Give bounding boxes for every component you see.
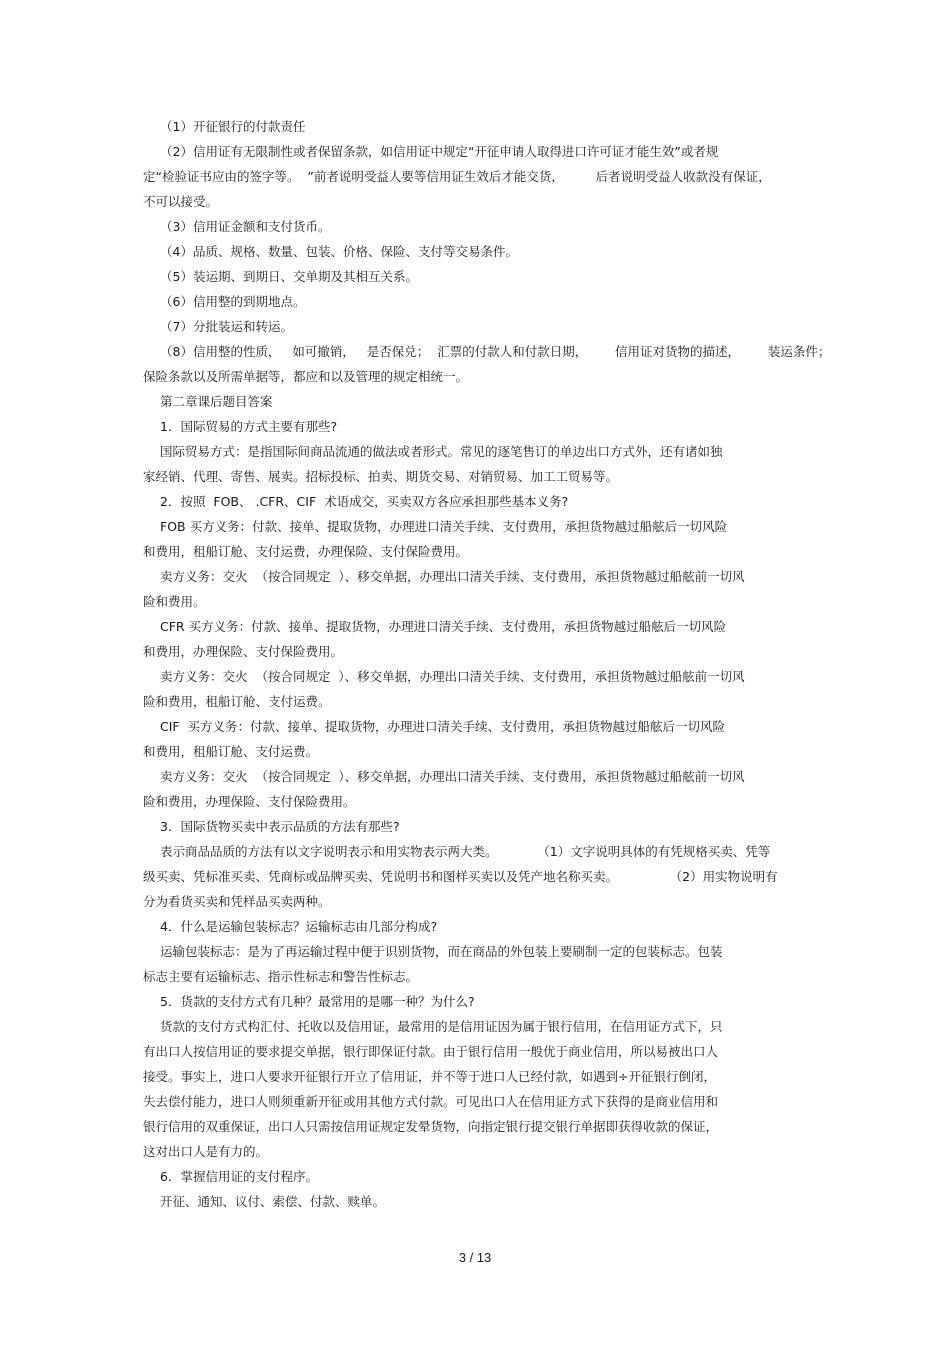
text-line: （1）开征银行的付款责任	[160, 119, 306, 134]
text-line: （8）信用整的性质， 如可撤销， 是否保兑； 汇票的付款人和付款日期， 信用证对货物的描述， 装运条件；	[160, 344, 831, 359]
text-line: 家经销、代理、寄售、展卖。招标投标、拍卖、期货交易、对销贸易、加工工贸易等。	[143, 469, 619, 484]
question-heading: 6．掌握信用证的支付程序。	[160, 1169, 318, 1184]
text-line: 接受。事实上，进口人要求开征银行开立了信用证，并不等于进口人已经付款，如遇到÷开征银行倒闭，	[143, 1069, 716, 1084]
text-line: 表示商品品质的方法有以文字说明表示和用实物表示两大类。 （1）文字说明具体的有凭规格买卖、凭等	[160, 844, 771, 859]
text-line: 和费用，租船订舱、支付运费，办理保险、支付保险费用。	[143, 544, 469, 559]
text-line: （4）品质、规格、数量、包装、价格、保险、支付等交易条件。	[160, 244, 518, 259]
text-line: 标志主要有运输标志、指示性标志和警告性标志。	[143, 969, 419, 984]
question-heading: 1．国际贸易的方式主要有那些?	[160, 419, 338, 434]
text-line: 卖方义务：交火 （按合同规定 ）、移交单据，办理出口清关手续、支付费用，承担货物越过船舷前一切风	[160, 769, 745, 784]
text-line: 险和费用。	[143, 594, 206, 609]
text-line: 保险条款以及所需单据等，都应和以及管理的规定相统一。	[143, 369, 469, 384]
text-line: CIF 买方义务：付款、接单、提取货物，办理进口清关手续、支付费用，承担货物越过船舷后一切风险	[160, 719, 726, 734]
text-line: （2）信用证有无限制性或者保留条款，如信用证中规定“开征申请人取得进口许可证才能生效”或者规	[160, 144, 719, 159]
text-line: （7）分批装运和转运。	[160, 319, 293, 334]
text-line: 国际贸易方式：是指国际间商品流通的做法或者形式。常见的逐笔售订的单边出口方式外，还有诸如独	[160, 444, 723, 459]
text-line: （6）信用整的到期地点。	[160, 294, 306, 309]
text-line: 定“检验证书应由的签字等。 ”前者说明受益人要等信用证生效后才能交货， 后者说明受益人收款没有保证，	[143, 169, 771, 184]
question-heading: 5．货款的支付方式有几种？最常用的是哪一种？为什么?	[160, 994, 475, 1009]
text-line: 险和费用，租船订舱、支付运费。	[143, 694, 331, 709]
text-line: CFR 买方义务：付款、接单、提取货物，办理进口清关手续、支付费用，承担货物越过船舷后一切风险	[160, 619, 727, 634]
question-heading: 4．什么是运输包装标志？运输标志由几部分构成?	[160, 919, 438, 934]
text-line: 卖方义务：交火 （按合同规定 ）、移交单据，办理出口清关手续、支付费用，承担货物越过船舷前一切风	[160, 669, 745, 684]
text-line: 级买卖、凭标准买卖、凭商标或品牌买卖、凭说明书和图样买卖以及凭产地名称买卖。 （2）用实物说明有	[143, 869, 778, 884]
text-line: 运输包装标志：是为了再运输过程中便于识别货物，而在商品的外包装上要刷制一定的包装标志。包装	[160, 944, 723, 959]
text-line: 分为看货买卖和凭样品买卖两种。	[143, 894, 331, 909]
text-line: 这对出口人是有力的。	[143, 1144, 269, 1159]
text-line: 银行信用的双重保证，出口人只需按信用证规定发晕货物，向指定银行提交银行单据即获得收款的保证，	[143, 1119, 719, 1134]
question-heading: 2．按照 FOB、 .CFR、CIF 术语成交，买卖双方各应承担那些基本义务?	[160, 494, 569, 509]
page-number: 3 / 13	[458, 1250, 492, 1265]
text-line: 险和费用，办理保险、支付保险费用。	[143, 794, 356, 809]
text-line: 和费用，租船订舱、支付运费。	[143, 744, 319, 759]
text-line: 开征、通知、议付、索偿、付款、赎单。	[160, 1194, 386, 1209]
text-line: 不可以接受。	[143, 194, 219, 209]
question-heading: 3．国际货物买卖中表示品质的方法有那些?	[160, 819, 400, 834]
text-line: 货款的支付方式构汇付、托收以及信用证，最常用的是信用证因为属于银行信用，在信用证方式下，只	[160, 1019, 723, 1034]
text-line: 卖方义务：交火 （按合同规定 ）、移交单据，办理出口清关手续、支付费用，承担货物越过船舷前一切风	[160, 569, 745, 584]
text-line: （3）信用证金额和支付货币。	[160, 219, 331, 234]
text-line: （5）装运期、到期日、交单期及其相互关系。	[160, 269, 418, 284]
text-line: 有出口人按信用证的要求提交单据，银行即保证付款。由于银行信用一般优于商业信用，所以易被出口人	[143, 1044, 719, 1059]
text-line: 和费用，办理保险、支付保险费用。	[143, 644, 344, 659]
text-line: 失去偿付能力，进口人则须重新开征或用其他方式付款。可见出口人在信用证方式下获得的是商业信用和	[143, 1094, 719, 1109]
chapter-heading: 第二章课后题目答案	[160, 394, 273, 409]
text-line: FOB 买方义务：付款、接单、提取货物，办理进口清关手续、支付费用，承担货物越过船舷后一切风险	[160, 519, 728, 534]
